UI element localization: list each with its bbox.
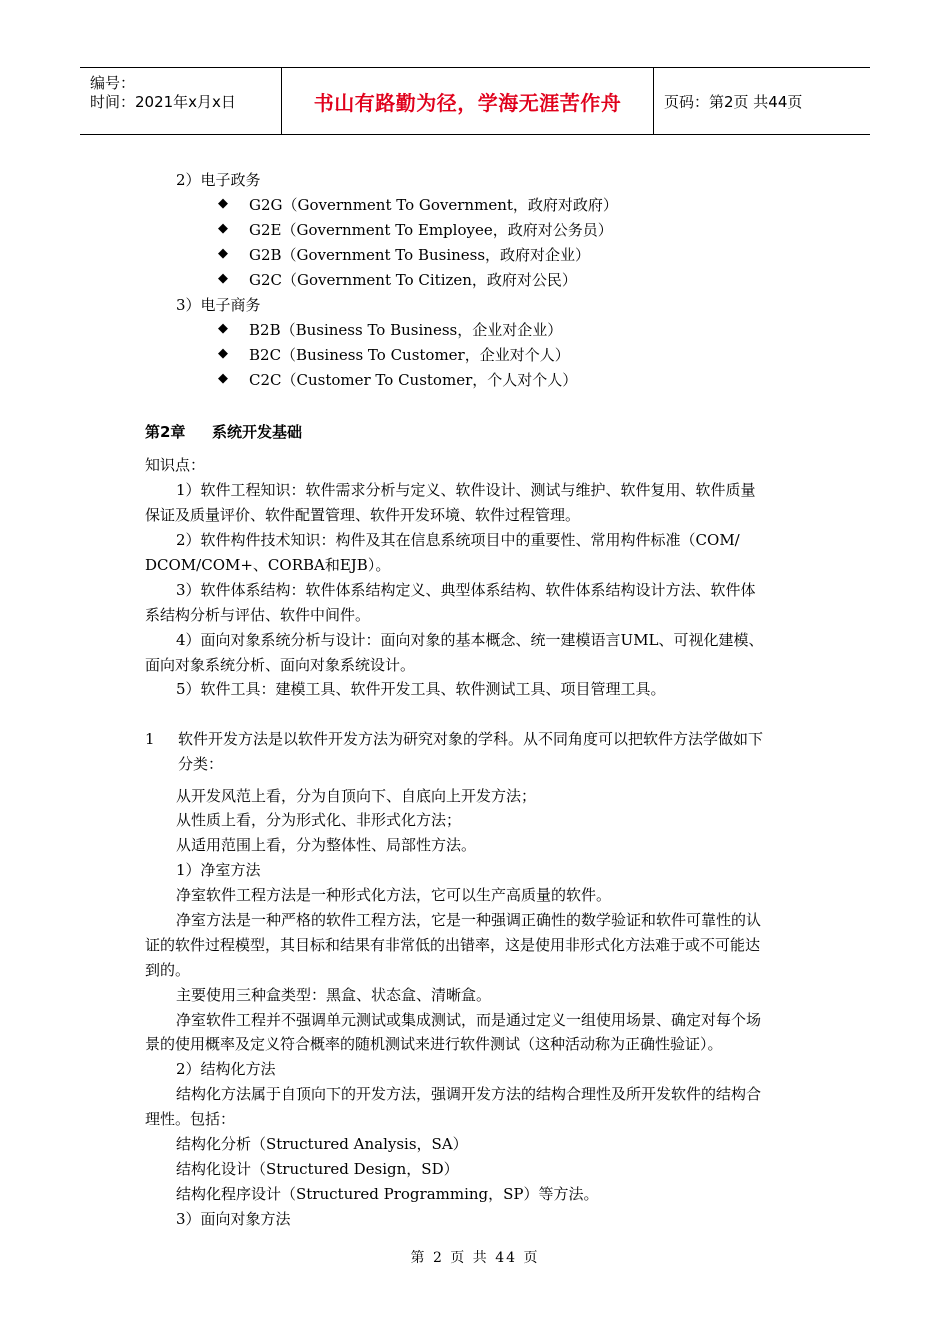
header-meta-cell: [80, 68, 282, 134]
header-number-label: 编号：: [90, 74, 136, 92]
body-line: 景的使用概率及定义符合概率的随机测试来进行软件测试（这种活动称为正确性验证）。: [145, 1035, 723, 1053]
body-line: 证的软件过程模型，其目标和结果有非常低的出错率，这是使用非形式化方法难于或不可能达: [145, 936, 761, 954]
knowledge-line: 4）面向对象系统分析与设计：面向对象的基本概念、统一建模语言UML、可视化建模、: [176, 631, 764, 649]
header-page-info: 页码：第2页 共44页: [664, 92, 803, 111]
body-line: 结构化方法属于自顶向下的开发方法，强调开发方法的结构合理性及所开发软件的结构合: [176, 1085, 762, 1103]
egov-item: G2C（Government To Citizen，政府对公民）: [249, 271, 577, 289]
ecom-item: B2B（Business To Business，企业对企业）: [249, 321, 563, 339]
classification-line: 从适用范围上看，分为整体性、局部性方法。: [176, 836, 477, 854]
body-line: 净室软件工程并不强调单元测试或集成测试，而是通过定义一组使用场景、确定对每个场: [176, 1011, 762, 1029]
classification-line: 从开发风范上看，分为自顶向下、自底向上开发方法；: [176, 787, 537, 805]
egov-item: G2G（Government To Government，政府对政府）: [249, 196, 618, 214]
section-number: 1: [145, 730, 155, 748]
knowledge-line: 5）软件工具：建模工具、软件开发工具、软件测试工具、项目管理工具。: [176, 680, 666, 698]
body-line: 主要使用三种盒类型：黑盒、状态盒、清晰盒。: [176, 986, 492, 1004]
egov-item: G2E（Government To Employee，政府对公务员）: [249, 221, 613, 239]
diamond-bullet-icon: ◆: [218, 221, 228, 236]
knowledge-line: 面向对象系统分析、面向对象系统设计。: [145, 656, 416, 674]
diamond-bullet-icon: ◆: [218, 271, 228, 286]
body-line: 净室方法是一种严格的软件工程方法，它是一种强调正确性的数学验证和软件可靠性的认: [176, 911, 762, 929]
diamond-bullet-icon: ◆: [218, 246, 228, 261]
section-intro: 软件开发方法是以软件开发方法为研究对象的学科。从不同角度可以把软件方法学做如下: [178, 730, 764, 748]
ecom-item: C2C（Customer To Customer，个人对个人）: [249, 371, 578, 389]
body-line: 结构化程序设计（Structured Programming，SP）等方法。: [176, 1185, 599, 1203]
page-header: [80, 67, 870, 135]
section-intro: 分类：: [178, 755, 224, 773]
ecom-item: B2C（Business To Customer，企业对个人）: [249, 346, 570, 364]
body-line: 结构化设计（Structured Design，SD）: [176, 1160, 459, 1178]
body-line: 到的。: [145, 961, 191, 979]
method-title: 1）净室方法: [176, 861, 261, 879]
knowledge-line: DCOM/COM+、CORBA和EJB）。: [145, 556, 391, 574]
knowledge-line: 3）软件体系结构：软件体系结构定义、典型体系结构、软件体系结构设计方法、软件体: [176, 581, 756, 599]
header-time-label: 时间：2021年x月x日: [90, 93, 236, 111]
method-title: 3）面向对象方法: [176, 1210, 291, 1228]
page-footer: 第 2 页 共 44 页: [410, 1250, 540, 1266]
knowledge-line: 2）软件构件技术知识：构件及其在信息系统项目中的重要性、常用构件标准（COM/: [176, 531, 740, 549]
chapter-number: 第2章: [145, 423, 186, 441]
body-line: 理性。包括：: [145, 1110, 236, 1128]
egov-title: 2）电子政务: [176, 171, 261, 189]
body-line: 净室软件工程方法是一种形式化方法，它可以生产高质量的软件。: [176, 886, 612, 904]
knowledge-line: 保证及质量评价、软件配置管理、软件开发环境、软件过程管理。: [145, 506, 581, 524]
knowledge-line: 系结构分析与评估、软件中间件。: [145, 606, 371, 624]
diamond-bullet-icon: ◆: [218, 371, 228, 386]
egov-item: G2B（Government To Business，政府对企业）: [249, 246, 591, 264]
diamond-bullet-icon: ◆: [218, 321, 228, 336]
diamond-bullet-icon: ◆: [218, 196, 228, 211]
body-line: 结构化分析（Structured Analysis，SA）: [176, 1135, 468, 1153]
chapter-title: 系统开发基础: [212, 423, 303, 441]
ecom-title: 3）电子商务: [176, 296, 261, 314]
method-title: 2）结构化方法: [176, 1060, 276, 1078]
knowledge-label: 知识点：: [145, 456, 206, 474]
knowledge-line: 1）软件工程知识：软件需求分析与定义、软件设计、测试与维护、软件复用、软件质量: [176, 481, 756, 499]
diamond-bullet-icon: ◆: [218, 346, 228, 361]
header-motto: 书山有路勤为径，学海无涯苦作舟: [282, 68, 654, 134]
classification-line: 从性质上看，分为形式化、非形式化方法；: [176, 811, 462, 829]
